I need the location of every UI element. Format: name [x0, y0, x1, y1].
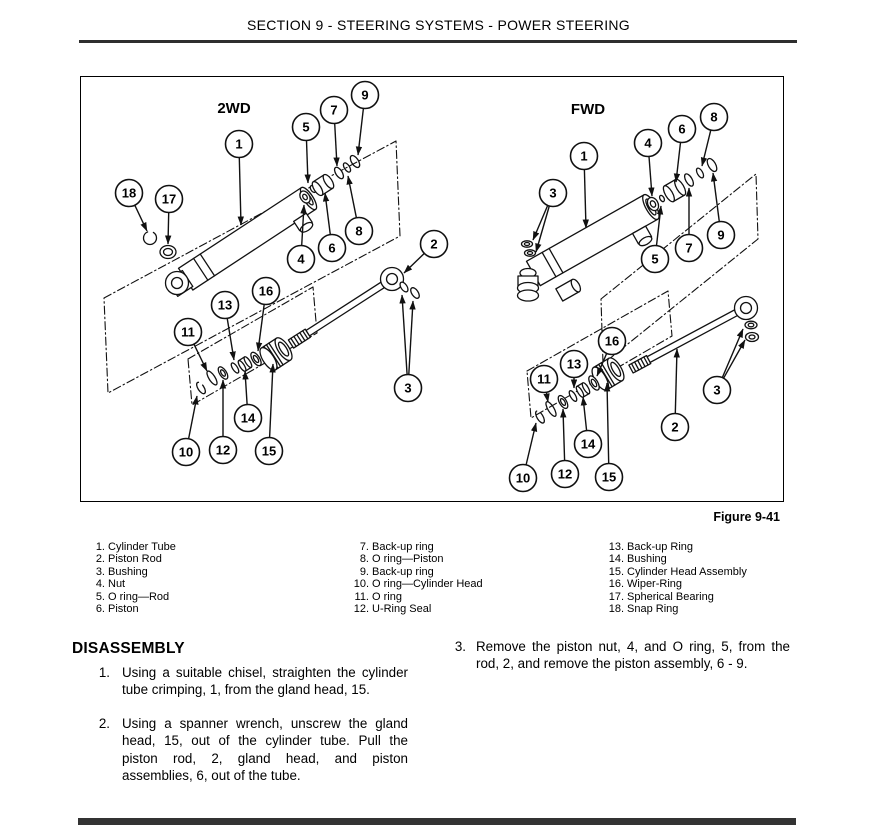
item-text: Remove the piston nut, 4, and O ring, 5, from the rod, 2, and remove the piston assembly, 6 - 9. — [476, 639, 790, 672]
item-text: O ring—Rod — [108, 590, 170, 603]
disassembly-steps-right — [452, 638, 790, 689]
balloon-leader-arrow — [713, 173, 719, 222]
fwd-piston-rod-drawing — [629, 309, 738, 373]
item-text: Back-up ring — [372, 541, 434, 553]
balloon-number: 14 — [240, 410, 256, 426]
balloon-number: 9 — [717, 227, 725, 243]
balloon-number: 16 — [258, 283, 274, 299]
fwd-label: FWD — [570, 101, 606, 118]
fwd-eye-washer-nut-drawing — [745, 321, 759, 341]
item-text: Nut — [108, 578, 126, 591]
parts-list-column-1 — [88, 541, 350, 615]
parts-list-item — [88, 553, 350, 565]
item-text: Piston Rod — [108, 553, 162, 566]
item-number: 1. — [95, 541, 105, 553]
footer-rule — [78, 818, 796, 825]
parts-list-item — [352, 566, 604, 578]
balloon-number: 14 — [580, 436, 596, 452]
item-text: Using a suitable chisel, straighten the cylinder tube crimping, 1, from the gland head, 15. — [122, 665, 408, 698]
page-header-title: SECTION 9 - STEERING SYSTEMS - POWER STEERING — [247, 17, 630, 33]
parts-list-item — [88, 578, 350, 590]
balloon-number: 2 — [430, 236, 438, 252]
balloon-leader-arrow — [194, 344, 207, 371]
fwd-balloon-callouts — [510, 104, 746, 492]
parts-list-item — [88, 566, 350, 578]
balloon-number: 5 — [302, 119, 310, 135]
balloon-number: 1 — [235, 136, 243, 152]
balloon-number: 18 — [121, 185, 137, 201]
balloon-leader-arrow — [722, 329, 743, 378]
item-number: 15. — [608, 565, 624, 578]
balloon-number: 8 — [355, 223, 363, 239]
item-text: Cylinder Head Assembly — [627, 565, 747, 578]
balloon-leader-arrow — [189, 396, 197, 439]
balloon-number: 1 — [580, 148, 588, 164]
balloon-number: 11 — [181, 324, 195, 340]
balloon-number: 7 — [330, 102, 338, 118]
item-number: 1. — [98, 665, 110, 680]
item-number: 16. — [608, 578, 624, 591]
parts-list-column-3 — [607, 541, 855, 615]
balloon-leader-arrow — [325, 193, 330, 235]
item-number: 2. — [95, 553, 105, 566]
item-number: 8. — [359, 553, 369, 566]
balloon-number: 5 — [651, 251, 659, 267]
balloon-number: 2 — [671, 419, 679, 435]
parts-list-column-2 — [352, 541, 604, 615]
balloon-leader-arrow — [348, 176, 356, 218]
balloon-number: 4 — [297, 251, 305, 267]
parts-list-item — [607, 603, 855, 615]
balloon-number: 4 — [644, 135, 652, 151]
balloon-leader-arrow — [563, 409, 565, 461]
balloon-leader-arrow — [227, 318, 234, 360]
item-text: Bushing — [627, 553, 667, 566]
item-text: Back-up Ring — [627, 541, 694, 553]
balloon-leader-arrow — [335, 124, 337, 167]
balloon-number: 16 — [604, 333, 620, 349]
item-number: 2. — [98, 715, 110, 731]
parts-list-item — [607, 578, 855, 590]
item-number: 17. — [608, 590, 624, 603]
balloon-leader-arrow — [526, 423, 536, 465]
parts-list-item — [352, 591, 604, 603]
item-text: Wiper-Ring — [627, 578, 683, 591]
item-number: 5. — [95, 590, 105, 603]
item-number: 3. — [454, 639, 466, 654]
balloon-leader-arrow — [584, 170, 586, 229]
fwd-piston-parts-drawing — [645, 157, 719, 213]
balloon-leader-arrow — [270, 364, 273, 438]
figure-caption: Figure 9-41 — [713, 510, 780, 524]
item-number: 7. — [359, 541, 369, 553]
header-rule — [79, 40, 797, 43]
item-text: O ring—Cylinder Head — [372, 578, 483, 591]
balloon-number: 6 — [328, 240, 336, 256]
disassembly-step — [88, 664, 408, 699]
disassembly-heading: DISASSEMBLY — [72, 640, 185, 657]
fwd-ball-joint-drawing — [518, 241, 539, 301]
exploded-diagram — [81, 77, 783, 501]
balloon-number: 8 — [710, 109, 718, 125]
balloon-number: 7 — [685, 240, 693, 256]
parts-list-item — [352, 553, 604, 565]
item-text: Cylinder Tube — [108, 541, 176, 553]
balloon-number: 17 — [161, 191, 177, 207]
item-text: O ring—Piston — [372, 553, 444, 566]
item-number: 14. — [608, 553, 624, 566]
balloon-number: 3 — [404, 380, 412, 396]
2wd-label: 2WD — [217, 100, 251, 117]
balloon-leader-arrow — [402, 295, 407, 375]
balloon-number: 10 — [178, 444, 194, 460]
item-text: Bushing — [108, 565, 148, 578]
item-number: 11. — [354, 590, 369, 603]
balloon-number: 11 — [537, 371, 551, 387]
item-text: Piston — [108, 603, 139, 616]
balloon-leader-arrow — [724, 340, 745, 378]
item-number: 13. — [608, 541, 624, 553]
item-number: 3. — [95, 565, 105, 578]
balloon-leader-arrow — [135, 205, 147, 231]
2wd-piston-rod-drawing — [288, 280, 386, 348]
balloon-number: 3 — [549, 185, 557, 201]
item-text: O ring — [372, 590, 402, 603]
item-number: 10. — [353, 578, 369, 591]
2wd-seal-stack-drawing — [195, 351, 263, 395]
balloon-leader-arrow — [607, 383, 609, 464]
parts-list-item — [607, 566, 855, 578]
item-text: Using a spanner wrench, unscrew the gland head, 15, out of the cylinder tube. Pull the piston rod, 2, gland head, and piston assemblies, 6, out of the tube. — [122, 715, 408, 784]
item-text: Spherical Bearing — [627, 590, 714, 603]
parts-list-item — [607, 553, 855, 565]
parts-list-item — [88, 541, 350, 553]
parts-list-item — [88, 591, 350, 603]
balloon-number: 12 — [215, 442, 231, 458]
balloon-number: 15 — [261, 443, 277, 459]
snap-ring-drawing — [144, 232, 157, 245]
balloon-number: 13 — [566, 356, 582, 372]
bushing-ring-drawing — [398, 281, 409, 293]
item-number: 18. — [608, 603, 624, 616]
disassembly-steps-left — [88, 664, 408, 800]
balloon-leader-arrow — [546, 392, 548, 402]
balloon-number: 6 — [678, 121, 686, 137]
item-text: U-Ring Seal — [372, 603, 432, 616]
balloon-number: 12 — [557, 466, 573, 482]
disassembly-step — [88, 715, 408, 785]
balloon-leader-arrow — [675, 349, 677, 414]
balloon-leader-arrow — [245, 371, 247, 405]
item-number: 6. — [95, 603, 105, 616]
item-number: 12. — [353, 603, 369, 616]
balloon-leader-arrow — [404, 253, 424, 273]
balloon-number: 15 — [601, 469, 617, 485]
item-number: 9. — [359, 565, 369, 578]
balloon-number: 10 — [515, 470, 531, 486]
balloon-number: 13 — [217, 297, 233, 313]
balloon-leader-arrow — [239, 158, 241, 226]
parts-list-item — [352, 541, 604, 553]
balloon-leader-arrow — [702, 130, 711, 166]
balloon-leader-arrow — [409, 301, 413, 375]
item-text: Back-up ring — [372, 565, 434, 578]
balloon-number: 9 — [361, 87, 369, 103]
parts-list-item — [352, 603, 604, 615]
item-text: Snap Ring — [627, 603, 679, 616]
item-number: 4. — [95, 578, 105, 591]
balloon-leader-arrow — [676, 142, 681, 182]
balloon-leader-arrow — [168, 213, 169, 245]
figure-diagram-box — [80, 76, 784, 502]
parts-list-item — [607, 591, 855, 603]
balloon-leader-arrow — [258, 304, 264, 351]
balloon-leader-arrow — [358, 108, 363, 155]
2wd-cylinder-art — [104, 141, 421, 405]
balloon-leader-arrow — [583, 397, 587, 431]
balloon-number: 3 — [713, 382, 721, 398]
fwd-boss-drawing — [556, 278, 582, 301]
balloon-leader-arrow — [649, 157, 652, 197]
balloon-leader-arrow — [307, 141, 309, 184]
disassembly-step — [452, 638, 790, 673]
parts-list-item — [88, 603, 350, 615]
parts-list-item — [352, 578, 604, 590]
parts-list-item — [607, 541, 855, 553]
